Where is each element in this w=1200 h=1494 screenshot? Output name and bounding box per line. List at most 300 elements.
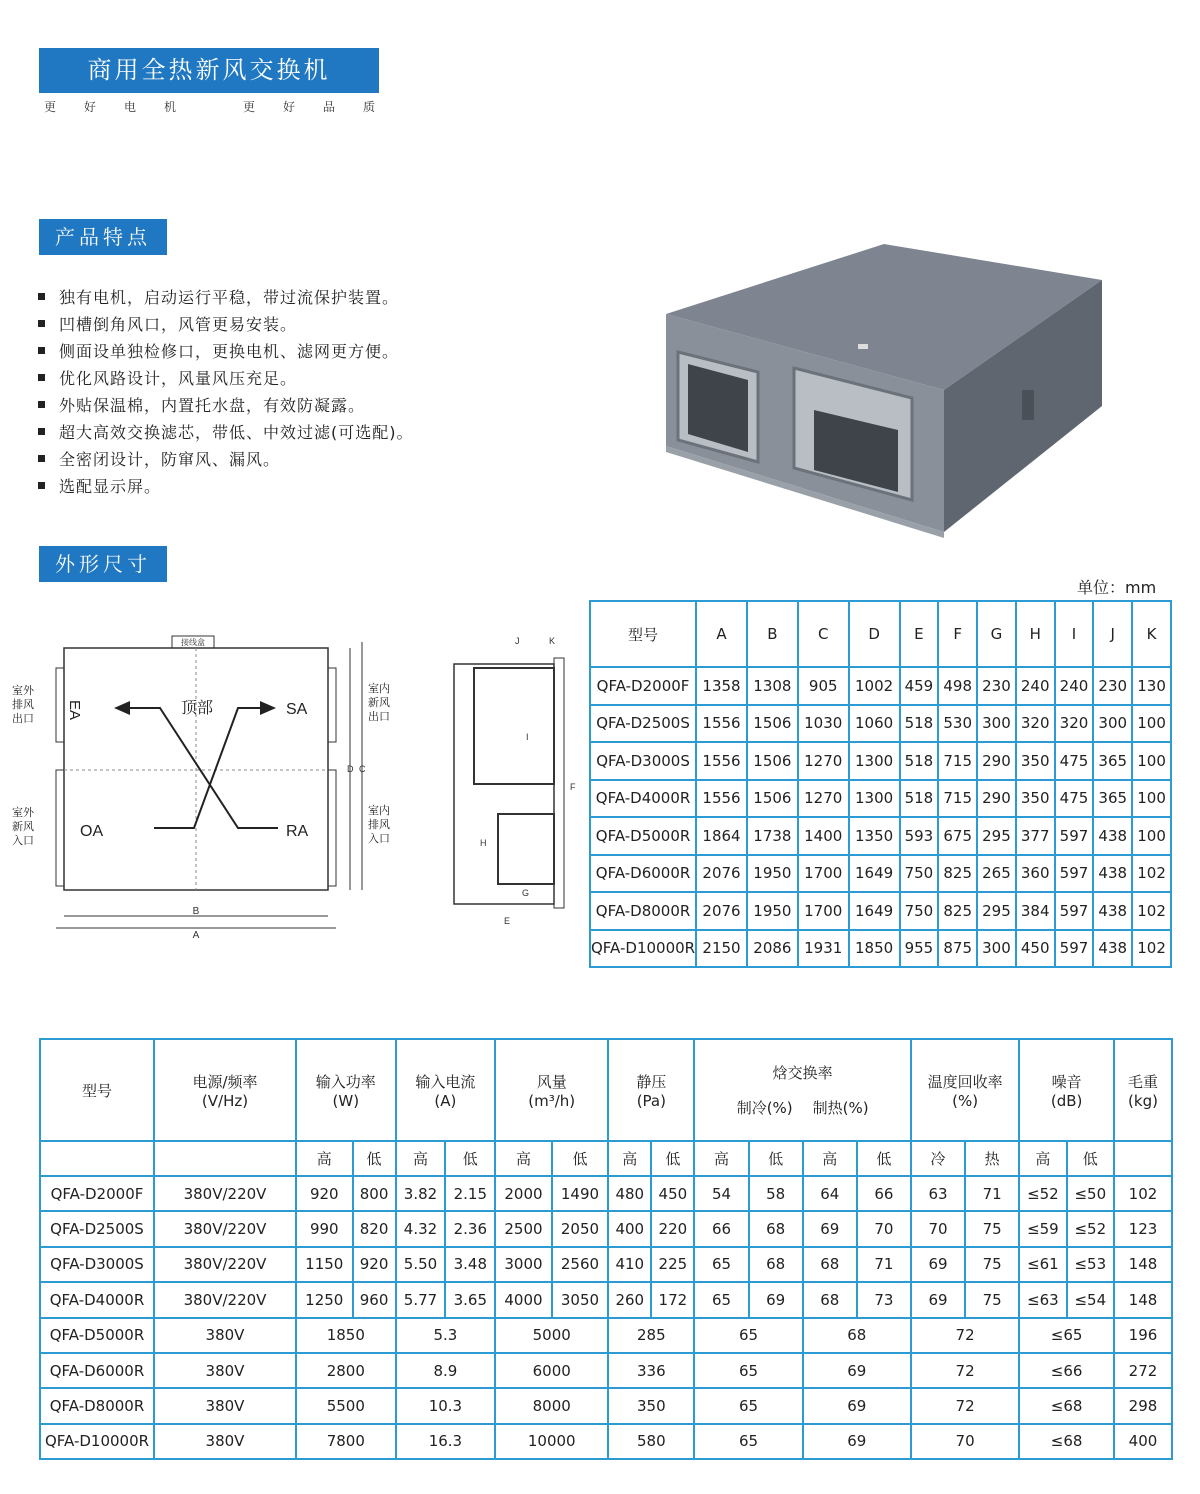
spec-header-pressure: 静压 (Pa): [608, 1039, 694, 1141]
table-cell: 1060: [849, 705, 900, 743]
table-cell: 438: [1093, 855, 1132, 893]
table-cell: 1506: [747, 742, 798, 780]
feature-item: 超大高效交换滤芯，带低、中效过滤(可选配)。: [38, 419, 414, 446]
dimensions-table: [589, 600, 1172, 968]
table-cell: 2560: [552, 1247, 609, 1282]
table-row: [40, 1211, 1172, 1246]
table-cell: 5.50: [396, 1247, 446, 1282]
table-row: [590, 667, 1171, 705]
table-cell: 593: [900, 817, 939, 855]
table-cell: 380V/220V: [154, 1176, 296, 1211]
table-cell: 1738: [747, 817, 798, 855]
features-list: [38, 284, 414, 500]
table-cell: 低: [353, 1141, 396, 1176]
slogan-right: 更好品质: [243, 100, 404, 114]
table-cell: 71: [965, 1176, 1019, 1211]
table-cell: 365: [1093, 742, 1132, 780]
table-cell: 1308: [747, 667, 798, 705]
table-cell: 365: [1093, 780, 1132, 818]
spec-header-enthalpy: 焓交换率 制冷(%) 制热(%): [694, 1039, 911, 1141]
table-cell: 475: [1055, 742, 1094, 780]
table-cell: 2800: [296, 1353, 396, 1388]
table-cell: ≤63: [1019, 1282, 1066, 1317]
table-cell: 低: [857, 1141, 911, 1176]
dimensions-section-title: 外形尺寸: [39, 546, 167, 582]
table-cell: 290: [977, 742, 1016, 780]
feature-item: 外贴保温棉，内置托水盘，有效防凝露。: [38, 392, 414, 419]
dim-a-label: A: [192, 930, 200, 941]
table-cell: 597: [1055, 930, 1094, 968]
table-cell: 1506: [747, 705, 798, 743]
table-cell: 825: [938, 855, 977, 893]
dim-h-label: H: [480, 838, 487, 848]
dim-header-cell: G: [977, 601, 1016, 667]
table-cell: 3.65: [445, 1282, 495, 1317]
table-cell: 1350: [849, 817, 900, 855]
table-cell: 69: [911, 1247, 965, 1282]
table-cell: 10000: [495, 1424, 608, 1459]
specs-table: [39, 1038, 1173, 1460]
table-cell: 265: [977, 855, 1016, 893]
ra-label: RA: [286, 823, 309, 840]
specs-subheader-row: [40, 1141, 1172, 1176]
table-cell: 70: [911, 1424, 1019, 1459]
table-cell: 475: [1055, 780, 1094, 818]
features-section-title: 产品特点: [39, 219, 167, 255]
table-cell: 高: [495, 1141, 552, 1176]
dim-header-cell: H: [1016, 601, 1055, 667]
table-cell: 825: [938, 892, 977, 930]
unit-label: 单位：mm: [1077, 578, 1157, 597]
table-cell: QFA-D2000F: [40, 1176, 154, 1211]
table-cell: 298: [1114, 1388, 1172, 1423]
table-row: [40, 1388, 1172, 1423]
table-cell: 1556: [696, 780, 747, 818]
table-cell: 5.77: [396, 1282, 446, 1317]
table-cell: 1506: [747, 780, 798, 818]
specs-header-row: [40, 1039, 1172, 1141]
table-cell: QFA-D8000R: [40, 1388, 154, 1423]
oa-label: OA: [80, 823, 104, 840]
table-cell: 高: [608, 1141, 651, 1176]
table-row: [40, 1247, 1172, 1282]
table-cell: 16.3: [396, 1424, 496, 1459]
table-cell: 5500: [296, 1388, 396, 1423]
top-label: 顶部: [180, 700, 214, 717]
dim-header-cell: I: [1055, 601, 1094, 667]
table-cell: 750: [900, 892, 939, 930]
table-cell: 1400: [798, 817, 849, 855]
table-cell: 72: [911, 1388, 1019, 1423]
table-cell: 3.82: [396, 1176, 446, 1211]
table-cell: 102: [1114, 1176, 1172, 1211]
dim-e-label: E: [504, 916, 511, 926]
bullet-icon: [38, 428, 45, 435]
dim-b-label: B: [192, 906, 200, 917]
table-cell: 285: [608, 1318, 694, 1353]
table-cell: 300: [977, 705, 1016, 743]
table-cell: 2150: [696, 930, 747, 968]
table-cell: 高: [694, 1141, 748, 1176]
table-cell: 350: [1016, 742, 1055, 780]
table-cell: 1030: [798, 705, 849, 743]
table-cell: 100: [1132, 817, 1171, 855]
table-cell: 54: [694, 1176, 748, 1211]
table-row: [40, 1176, 1172, 1211]
table-cell: 450: [651, 1176, 694, 1211]
feature-item: 优化风路设计，风量风压充足。: [38, 365, 414, 392]
table-cell: 2086: [747, 930, 798, 968]
table-cell: 2.15: [445, 1176, 495, 1211]
table-cell: 65: [694, 1282, 748, 1317]
table-cell: 230: [977, 667, 1016, 705]
table-cell: 69: [803, 1211, 857, 1246]
table-cell: 3000: [495, 1247, 552, 1282]
table-cell: 384: [1016, 892, 1055, 930]
table-cell: 148: [1114, 1282, 1172, 1317]
table-cell: 1850: [296, 1318, 396, 1353]
table-cell: 1300: [849, 780, 900, 818]
table-cell: 65: [694, 1247, 748, 1282]
table-cell: 715: [938, 780, 977, 818]
table-cell: 400: [608, 1211, 651, 1246]
table-cell: 热: [965, 1141, 1019, 1176]
table-cell: 1556: [696, 742, 747, 780]
table-cell: 7800: [296, 1424, 396, 1459]
spec-header-weight: 毛重 (kg): [1114, 1039, 1172, 1141]
table-cell: 1864: [696, 817, 747, 855]
indoor-fresh-label: 室内新风出口: [368, 682, 390, 723]
bullet-icon: [38, 320, 45, 327]
table-row: [40, 1318, 1172, 1353]
spec-header-power: 电源/频率 (V/Hz): [154, 1039, 296, 1141]
dimensions-body: [590, 667, 1171, 967]
table-cell: 380V: [154, 1353, 296, 1388]
spec-header-airflow: 风量 (m³/h): [495, 1039, 608, 1141]
table-cell: 69: [803, 1388, 911, 1423]
feature-item: 凹槽倒角风口，风管更易安装。: [38, 311, 414, 338]
product-image: [662, 240, 1106, 540]
table-cell: 2076: [696, 855, 747, 893]
dimension-drawing: [10, 628, 590, 948]
table-cell: 8.9: [396, 1353, 496, 1388]
table-cell: 300: [977, 930, 1016, 968]
table-cell: 100: [1132, 742, 1171, 780]
table-row: [590, 742, 1171, 780]
table-cell: 高: [1019, 1141, 1066, 1176]
table-cell: QFA-D5000R: [40, 1318, 154, 1353]
page-title: 商用全热新风交换机: [39, 48, 379, 93]
table-cell: 69: [803, 1424, 911, 1459]
table-cell: 冷: [911, 1141, 965, 1176]
dim-f-label: F: [570, 782, 576, 792]
dim-header-cell: K: [1132, 601, 1171, 667]
table-cell: 875: [938, 930, 977, 968]
feature-item: 独有电机，启动运行平稳，带过流保护装置。: [38, 284, 414, 311]
table-cell: 715: [938, 742, 977, 780]
table-cell: 64: [803, 1176, 857, 1211]
dim-c-label: C: [359, 764, 366, 774]
table-cell: ≤66: [1019, 1353, 1114, 1388]
table-cell: 336: [608, 1353, 694, 1388]
feature-item: 侧面设单独检修口，更换电机、滤网更方便。: [38, 338, 414, 365]
table-cell: 1700: [798, 892, 849, 930]
table-cell: [1114, 1141, 1172, 1176]
table-cell: 295: [977, 892, 1016, 930]
spec-header-noise: 噪音 (dB): [1019, 1039, 1114, 1141]
dim-header-cell: F: [938, 601, 977, 667]
table-cell: QFA-D3000S: [590, 742, 696, 780]
bullet-icon: [38, 293, 45, 300]
table-cell: 70: [857, 1211, 911, 1246]
table-cell: ≤52: [1019, 1176, 1066, 1211]
table-cell: 1300: [849, 742, 900, 780]
table-cell: 58: [749, 1176, 803, 1211]
table-cell: 750: [900, 855, 939, 893]
table-cell: 1931: [798, 930, 849, 968]
outdoor-exhaust-label: 室外排风出口: [12, 684, 34, 725]
feature-item: 选配显示屏。: [38, 473, 414, 500]
table-cell: 320: [1055, 705, 1094, 743]
table-cell: 5.3: [396, 1318, 496, 1353]
table-cell: 1358: [696, 667, 747, 705]
table-cell: 68: [749, 1211, 803, 1246]
table-cell: 65: [694, 1318, 802, 1353]
table-cell: 920: [296, 1176, 353, 1211]
table-cell: 820: [353, 1211, 396, 1246]
table-row: [40, 1424, 1172, 1459]
table-cell: ≤65: [1019, 1318, 1114, 1353]
table-cell: 1150: [296, 1247, 353, 1282]
table-cell: 70: [911, 1211, 965, 1246]
table-cell: 380V/220V: [154, 1247, 296, 1282]
dim-header-cell: C: [798, 601, 849, 667]
table-cell: 295: [977, 817, 1016, 855]
table-cell: 102: [1132, 930, 1171, 968]
table-cell: 377: [1016, 817, 1055, 855]
dim-g-label: G: [522, 888, 530, 898]
table-cell: 438: [1093, 892, 1132, 930]
table-cell: 低: [749, 1141, 803, 1176]
table-cell: QFA-D4000R: [590, 780, 696, 818]
sa-label: SA: [286, 701, 308, 718]
table-cell: QFA-D8000R: [590, 892, 696, 930]
table-cell: 低: [1067, 1141, 1114, 1176]
table-cell: ≤61: [1019, 1247, 1066, 1282]
table-cell: 5000: [495, 1318, 608, 1353]
dim-header-cell: B: [747, 601, 798, 667]
table-cell: 597: [1055, 817, 1094, 855]
table-cell: 4000: [495, 1282, 552, 1317]
dim-header-cell: E: [900, 601, 939, 667]
table-cell: 71: [857, 1247, 911, 1282]
table-cell: 438: [1093, 817, 1132, 855]
table-cell: QFA-D10000R: [40, 1424, 154, 1459]
table-cell: 518: [900, 780, 939, 818]
table-row: [590, 705, 1171, 743]
table-cell: QFA-D5000R: [590, 817, 696, 855]
table-cell: 905: [798, 667, 849, 705]
table-cell: 68: [803, 1247, 857, 1282]
ea-label: EA: [66, 700, 83, 721]
table-cell: 72: [911, 1318, 1019, 1353]
table-cell: 1649: [849, 855, 900, 893]
bullet-icon: [38, 347, 45, 354]
table-cell: 高: [296, 1141, 353, 1176]
table-cell: 172: [651, 1282, 694, 1317]
table-cell: ≤59: [1019, 1211, 1066, 1246]
dim-j-label: J: [515, 636, 520, 646]
dim-i-label: I: [526, 732, 529, 742]
table-cell: QFA-D4000R: [40, 1282, 154, 1317]
table-cell: 400: [1114, 1424, 1172, 1459]
table-cell: 低: [552, 1141, 609, 1176]
table-cell: QFA-D2000F: [590, 667, 696, 705]
table-cell: [154, 1141, 296, 1176]
table-cell: 8000: [495, 1388, 608, 1423]
table-cell: 65: [694, 1388, 802, 1423]
table-cell: 960: [353, 1282, 396, 1317]
table-row: [590, 892, 1171, 930]
table-cell: 920: [353, 1247, 396, 1282]
table-cell: 10.3: [396, 1388, 496, 1423]
table-cell: 350: [608, 1388, 694, 1423]
table-cell: ≤68: [1019, 1388, 1114, 1423]
table-cell: 272: [1114, 1353, 1172, 1388]
table-cell: 高: [803, 1141, 857, 1176]
table-cell: QFA-D6000R: [40, 1353, 154, 1388]
table-cell: 1250: [296, 1282, 353, 1317]
table-cell: 380V/220V: [154, 1211, 296, 1246]
table-cell: QFA-D2500S: [590, 705, 696, 743]
table-cell: 65: [694, 1424, 802, 1459]
table-cell: 1649: [849, 892, 900, 930]
table-cell: 低: [445, 1141, 495, 1176]
bullet-icon: [38, 374, 45, 381]
table-cell: 1950: [747, 892, 798, 930]
table-cell: 4.32: [396, 1211, 446, 1246]
table-cell: 438: [1093, 930, 1132, 968]
dim-header-cell: J: [1093, 601, 1132, 667]
table-cell: 990: [296, 1211, 353, 1246]
table-cell: 580: [608, 1424, 694, 1459]
table-cell: 102: [1132, 892, 1171, 930]
slogan-left: 更好电机: [44, 100, 205, 114]
table-cell: 320: [1016, 705, 1055, 743]
table-cell: 2050: [552, 1211, 609, 1246]
table-cell: 480: [608, 1176, 651, 1211]
spec-header-temp-recovery: 温度回收率 (%): [911, 1039, 1019, 1141]
table-cell: 230: [1093, 667, 1132, 705]
table-cell: QFA-D2500S: [40, 1211, 154, 1246]
table-cell: 459: [900, 667, 939, 705]
table-cell: 1270: [798, 780, 849, 818]
table-cell: 1950: [747, 855, 798, 893]
table-cell: 1002: [849, 667, 900, 705]
table-row: [590, 817, 1171, 855]
table-cell: 高: [396, 1141, 446, 1176]
table-cell: 6000: [495, 1353, 608, 1388]
table-cell: [40, 1141, 154, 1176]
table-cell: 597: [1055, 855, 1094, 893]
table-cell: ≤50: [1067, 1176, 1114, 1211]
dim-k-label: K: [549, 636, 556, 646]
table-cell: 2.36: [445, 1211, 495, 1246]
table-row: [590, 930, 1171, 968]
table-cell: 360: [1016, 855, 1055, 893]
bullet-icon: [38, 401, 45, 408]
bullet-icon: [38, 455, 45, 462]
table-cell: 75: [965, 1247, 1019, 1282]
table-cell: 290: [977, 780, 1016, 818]
table-cell: 66: [857, 1176, 911, 1211]
table-cell: ≤53: [1067, 1247, 1114, 1282]
table-cell: 75: [965, 1211, 1019, 1246]
table-cell: 2000: [495, 1176, 552, 1211]
dim-header-cell: 型号: [590, 601, 696, 667]
table-cell: 225: [651, 1247, 694, 1282]
table-cell: 2500: [495, 1211, 552, 1246]
dimensions-header-row: [590, 601, 1171, 667]
table-cell: 69: [803, 1353, 911, 1388]
table-row: [590, 855, 1171, 893]
table-cell: ≤54: [1067, 1282, 1114, 1317]
table-cell: QFA-D6000R: [590, 855, 696, 893]
table-cell: 1700: [798, 855, 849, 893]
table-cell: 130: [1132, 667, 1171, 705]
table-cell: 63: [911, 1176, 965, 1211]
table-cell: 3.48: [445, 1247, 495, 1282]
spec-header-model: 型号: [40, 1039, 154, 1141]
table-cell: 450: [1016, 930, 1055, 968]
table-cell: 102: [1132, 855, 1171, 893]
indoor-exhaust-label: 室内排风入口: [368, 804, 390, 845]
table-cell: 518: [900, 705, 939, 743]
bullet-icon: [38, 482, 45, 489]
table-cell: 100: [1132, 780, 1171, 818]
dim-header-cell: A: [696, 601, 747, 667]
table-cell: ≤52: [1067, 1211, 1114, 1246]
table-cell: 68: [803, 1282, 857, 1317]
table-cell: 597: [1055, 892, 1094, 930]
table-cell: 1270: [798, 742, 849, 780]
table-cell: QFA-D3000S: [40, 1247, 154, 1282]
table-cell: 66: [694, 1211, 748, 1246]
table-cell: 800: [353, 1176, 396, 1211]
table-cell: 68: [749, 1247, 803, 1282]
table-cell: 220: [651, 1211, 694, 1246]
table-cell: 123: [1114, 1211, 1172, 1246]
table-cell: 1850: [849, 930, 900, 968]
table-cell: 380V: [154, 1318, 296, 1353]
table-cell: ≤68: [1019, 1424, 1114, 1459]
table-cell: 240: [1016, 667, 1055, 705]
table-cell: 380V: [154, 1424, 296, 1459]
table-row: [590, 780, 1171, 818]
table-cell: 72: [911, 1353, 1019, 1388]
dim-d-label: D: [347, 764, 354, 774]
junction-box-label: 接线盒: [181, 638, 205, 647]
table-cell: 68: [803, 1318, 911, 1353]
table-cell: 240: [1055, 667, 1094, 705]
table-cell: 196: [1114, 1318, 1172, 1353]
table-cell: 955: [900, 930, 939, 968]
table-cell: 1556: [696, 705, 747, 743]
table-cell: 69: [749, 1282, 803, 1317]
table-cell: 300: [1093, 705, 1132, 743]
table-cell: 1490: [552, 1176, 609, 1211]
dim-header-cell: D: [849, 601, 900, 667]
